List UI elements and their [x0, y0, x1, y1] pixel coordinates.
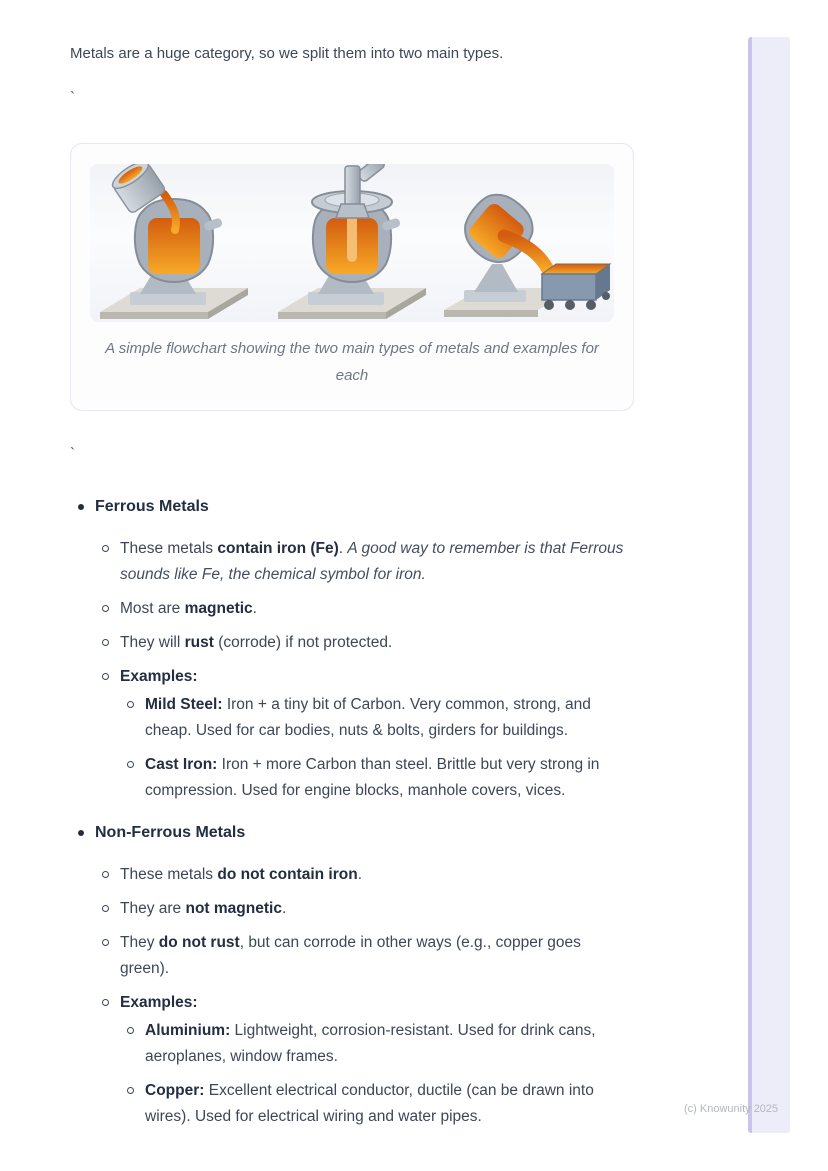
text-run: They will	[120, 634, 185, 651]
text-run: Iron + a tiny bit of Carbon. Very common, strong, and cheap. Used for car bodies, nuts & bolts, girders for buildings.	[145, 696, 591, 739]
list-item	[120, 752, 634, 804]
text-run-bold: do not contain iron	[217, 866, 358, 883]
list-item-examples	[95, 664, 634, 804]
list-item-ferrous	[70, 494, 634, 804]
figure-card	[70, 143, 634, 411]
text-run-bold: Mild Steel:	[145, 696, 223, 713]
list-item-non-ferrous	[70, 820, 634, 1130]
non-ferrous-examples-list	[120, 1018, 634, 1130]
text-run: Excellent electrical conductor, ductile (can be drawn into wires). Used for electrical wiring and water pipes.	[145, 1082, 594, 1125]
intro-paragraph: Metals are a huge category, so we split them into two main types.	[70, 45, 504, 62]
list-item	[95, 930, 634, 982]
text-run: Iron + more Carbon than steel. Brittle but very strong in compression. Used for engine blocks, manhole covers, vices.	[145, 756, 600, 799]
examples-label: Examples:	[120, 668, 198, 685]
text-run: , but can corrode in other ways (e.g., copper goes green).	[120, 934, 581, 977]
stray-backtick: `	[70, 445, 75, 462]
text-run: Lightweight, corrosion-resistant. Used for drink cans, aeroplanes, window frames.	[145, 1022, 596, 1065]
list-item	[120, 1078, 634, 1130]
non-ferrous-title: Non-Ferrous Metals	[95, 824, 246, 841]
text-run-bold: Aluminium:	[145, 1022, 231, 1039]
ferrous-examples-list	[120, 692, 634, 804]
metal-types-list	[70, 494, 634, 1130]
list-item	[95, 596, 634, 622]
ferrous-sublist	[95, 536, 634, 804]
text-run: .	[281, 900, 287, 917]
text-run: They are	[120, 900, 186, 917]
text-run: (corrode) if not protected.	[213, 634, 393, 651]
text-run: Most are	[120, 600, 185, 617]
ferrous-title: Ferrous Metals	[95, 498, 209, 515]
text-run-bold: do not rust	[158, 934, 240, 951]
list-item	[95, 896, 634, 922]
metal-casting-illustration	[90, 164, 614, 322]
list-item	[95, 862, 634, 888]
text-run: These metals	[120, 866, 218, 883]
text-run-bold: rust	[184, 634, 214, 651]
list-item	[120, 1018, 634, 1070]
text-run: They	[120, 934, 159, 951]
text-run: .	[357, 866, 363, 883]
examples-label: Examples:	[120, 994, 198, 1011]
non-ferrous-sublist	[95, 862, 634, 1130]
furnace-icon	[278, 164, 426, 319]
text-run-bold: not magnetic	[185, 900, 282, 917]
page-edge-accent-strip	[748, 37, 790, 1133]
text-run-bold: Cast Iron:	[145, 756, 218, 773]
text-run: These metals	[120, 540, 218, 557]
text-run: .	[338, 540, 348, 557]
text-run-italic: A good way to remember is that Ferrous sounds like Fe, the chemical symbol for iron.	[120, 540, 624, 583]
figure-caption: A simple flowchart showing the two main types of metals and examples for each	[105, 340, 599, 384]
text-run-bold: Copper:	[145, 1082, 205, 1099]
copyright-watermark: (c) Knowunity 2025	[684, 1103, 779, 1115]
metal-casting-svg	[90, 164, 614, 322]
list-item	[120, 692, 634, 744]
stray-backtick: `	[70, 89, 75, 106]
text-run-bold: magnetic	[184, 600, 253, 617]
document-body	[70, 44, 634, 1146]
list-item-examples	[95, 990, 634, 1130]
text-run: .	[252, 600, 257, 617]
list-item	[95, 536, 634, 588]
pouring-ladle-icon	[100, 164, 248, 319]
list-item	[95, 630, 634, 656]
tilting-ladle-icon	[444, 184, 610, 317]
text-run-bold: contain iron (Fe)	[217, 540, 339, 557]
